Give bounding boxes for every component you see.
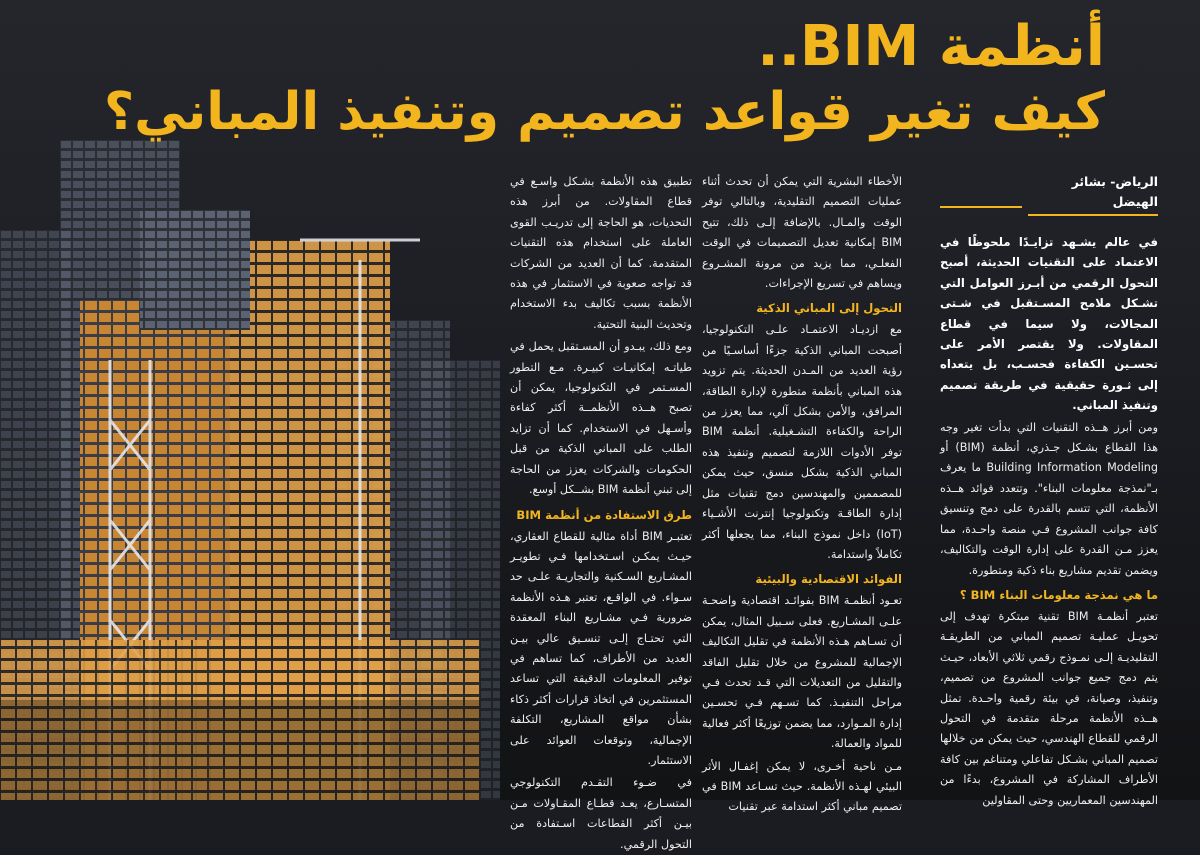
- paragraph: في ضـوء التقـدم التكنولوجي المتسـارع، يعـد قطـاع المقـاولات مـن بيـن أكثر القطاعات اسـتفادة من التحول الرقمي.: [510, 776, 692, 851]
- article-column-1: [940, 172, 1159, 807]
- headline-line-1: أنظمة BIM..: [757, 14, 1105, 79]
- paragraph: مـن ناحية أخـرى، لا يمكن إغفـال الأثر البيئي لهـذه الأنظمة. حيث تسـاعد BIM في تصميم مباني أكثر استدامة عبر تقنيات: [702, 759, 903, 814]
- byline-rule: [940, 206, 1022, 208]
- article-column-3: [510, 172, 692, 851]
- section-heading: ما هي نمذجة معلومات البناء BIM ؟: [959, 587, 1158, 602]
- paragraph: تعتبر أنظمـة BIM تقنية مبتكرة تهدف إلى تحويـل عمليـة تصميم المباني من الطريقـة التقليديـة إلـى نمـوذج رقمي ثلاثي الأبعاد، حيـث يتم دمج جميع جوانب المشروع من تصميم، وتنفيذ، وصيانة، في بيئة رقمية واحـدة. تمثل هــذه الأنظمة مرحلة متقدمة في التحول الرقمي للقطاع الهندسي، حيث يمكن من خلالها تصميم المباني بشـكل تفاعلي ومتناغم بين كافة الأطراف المشاركة في المشروع، بدءًا من المهندسين المعماريين وحتى المقاولين: [940, 609, 1158, 807]
- paragraph: الأخطاء البشرية التي يمكن أن تحدث أثناء عمليات التصميم التقليدية، وبالتالي توفر الوقت والمـال. بالإضافة إلـى ذلك، تتيح BIM إمكانية تعديل التصميمات في الوقت الفعلـي، مما يزيد من مرونة المشـروع ويساهم في تسريع الإجراءات.: [702, 175, 902, 291]
- section-heading: طرق الاستفادة من أنظمة BIM: [516, 507, 692, 522]
- paragraph: تعتبـر BIM أداة مثالية للقطاع العقاري، حيـث يمكـن اسـتخدامها فـي تطويـر المشـاريع السـكنية والتجاريـة علـى حد سـواء. في الواقـع، تعتبر هـذه الأنظمة ضرورية فـي مشـاريع البناء المعقدة التي تحتـاج إلـى تنسـيق عالي بيـن العديد من الأطراف، كما تساهم في توفير المعلومات الدقيقة التي تساعد المستثمرين في اتخاذ قرارات أكثر ذكاء بشأن مواقع المشاريع، التكلفة الإجمالية، وتوقعات العوائد على الاستثمار.: [510, 529, 692, 767]
- paragraph: تطبيق هذه الأنظمة بشـكل واسـع في قطاع المقاولات. من أبرز هذه التحديات، هو الحاجة إلى تدريـب القوى العاملة على استخدام هذه التقنيات المتقدمة. كما أن العديد من الشركات قد تواجه صعوبة في الاستثمار في هذه الأنظمة بسبب تكاليف بدء الاستخدام وتحديث البنية التحتية.: [510, 175, 692, 331]
- byline: الرياض- بشائر الهيضل: [1028, 172, 1158, 216]
- paragraph: ومع ذلك، يبـدو أن المسـتقبل يحمل في طياتـه إمكانيـات كبيـرة. مـع التطور المسـتمر في التكنولوجيا، يمكن أن تصبح هــذه الأنظمــة أكثر كفاءة وأسـهل في الاستخدام. كما أن تزايد الطلب على المباني الذكية من قبل الحكومات والشركات يعزز من الحاجة إلى تبني أنظمة BIM بشــكل أوسع.: [510, 340, 692, 497]
- section-heading: الفوائد الاقتصادية والبيئية: [755, 572, 902, 587]
- byline-row: [940, 172, 1158, 232]
- lead-paragraph: في عالم يشـهد تزايـدًا ملحوظًا في الاعتماد على التقنيات الحديثة، أصبح التحول الرقمي من أبـرز العوامل التي تشـكل ملامح المسـتقبل في شـتى المجالات، ولا سيما في قطاع المقاولات. ولا يقتصر الأمر على تحسـين الكفاءة فحسـب، بل يتعداه إلى ثـورة حقيقية في طريقة تصميم وتنفيذ المباني.: [940, 235, 1158, 413]
- paragraph: تعـود أنظمـة BIM بفوائـد اقتصادية واضحـة علـى المشـاريع. فعلى سـبيل المثال، يمكن أن تسـاهم هـذه الأنظمة في تقليل التكاليف الإجمالية للمشروع من خلال تقليل الفاقد والتقليل من التعديلات التي قـد تحدث فـي مراحل التنفيـذ. كما تسـهم فـي تحسـين إدارة المـوارد، مما يضمن توزيعًا أكثر فعالية للمواد والعمالة.: [702, 594, 902, 751]
- section-heading: التحول إلى المباني الذكية: [756, 301, 902, 316]
- article-column-2: [702, 172, 903, 814]
- paragraph: ومن أبرز هــذه التقنيات التي بدأت تغير وجه هذا القطاع بشـكل جـذري، أنظمة (BIM) أو Building Information Modeling ما يعرف بـ"نمذجة معلومات البناء". وتتعدد فوائد هــذه الأنظمة، التي تتسم بالقدرة على دمج وتنسيق كافة جوانب المشروع فـي منصة واحـدة، مما يعزز مـن القدرة على إدارة الوقت والتكاليف، ويضمن تقديم مشاريع بناء ذكية ومتطورة.: [940, 420, 1159, 577]
- paragraph: مع ازديـاد الاعتمـاد علـى التكنولوجيا، أصبحت المباني الذكية جزءًا أساسـيًا من رؤية العديد من المـدن الحديثة. يتم تزويد هذه المباني بأنظمة متطورة لإدارة الطاقة، المرافق، والأمن بشكل آلي، مما يعزز من الراحة والكفاءة التشـغيلية. أنظمة BIM توفر الأدوات اللازمة لتصميم وتنفيذ هذه المباني الذكية بشكل منسق، حيث يمكن للمصممين والمهندسين دمج تقنيات مثل إدارة الطاقـة وتكنولوجيا إنترنت الأشـياء (IoT) داخل نموذج البناء، مما يجعلها أكثر تكاملاً واستدامة.: [702, 323, 902, 561]
- headline-line-2: كيف تغير قواعد تصميم وتنفيذ المباني؟: [103, 82, 1105, 142]
